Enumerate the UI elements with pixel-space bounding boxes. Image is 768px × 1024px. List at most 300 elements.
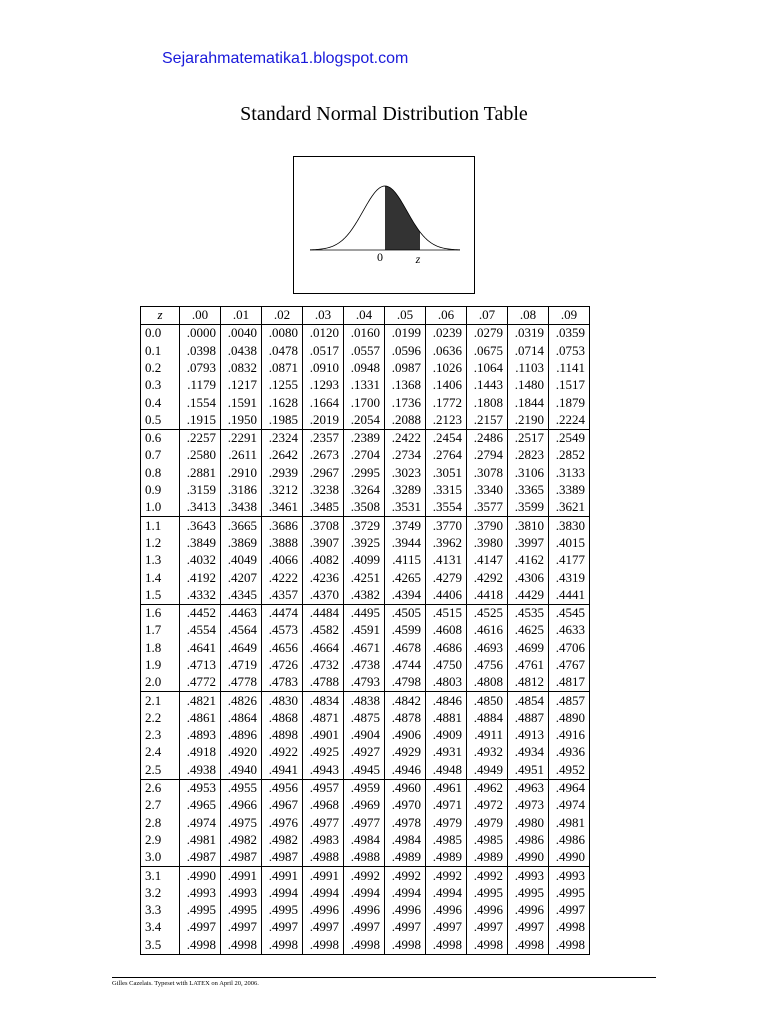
z-value: 2.4	[141, 744, 180, 761]
probability-cell: .4977	[344, 814, 385, 831]
table-row	[141, 604, 590, 622]
probability-cell: .4545	[549, 604, 590, 622]
probability-cell: .4966	[221, 797, 262, 814]
table-row	[141, 744, 590, 761]
probability-cell: .4989	[467, 849, 508, 867]
z-value: 2.5	[141, 761, 180, 779]
probability-cell: .4887	[508, 710, 549, 727]
probability-cell: .1331	[344, 377, 385, 394]
probability-cell: .4838	[344, 692, 385, 710]
probability-cell: .0987	[385, 360, 426, 377]
probability-cell: .4830	[262, 692, 303, 710]
probability-cell: .0596	[385, 342, 426, 359]
probability-cell: .4686	[426, 639, 467, 656]
probability-cell: .4998	[262, 936, 303, 954]
probability-cell: .2580	[180, 447, 221, 464]
probability-cell: .3790	[467, 517, 508, 535]
probability-cell: .0120	[303, 325, 344, 343]
probability-cell: .4993	[549, 867, 590, 885]
table-row	[141, 482, 590, 499]
probability-cell: .4744	[385, 657, 426, 674]
probability-cell: .4864	[221, 710, 262, 727]
probability-cell: .4996	[467, 902, 508, 919]
probability-cell: .4993	[508, 867, 549, 885]
probability-cell: .2291	[221, 429, 262, 447]
probability-cell: .2794	[467, 447, 508, 464]
probability-cell: .1103	[508, 360, 549, 377]
column-header: .04	[344, 307, 385, 325]
probability-cell: .4945	[344, 761, 385, 779]
probability-cell: .4998	[426, 936, 467, 954]
probability-cell: .2549	[549, 429, 590, 447]
table-row	[141, 727, 590, 744]
probability-cell: .4911	[467, 727, 508, 744]
table-row	[141, 394, 590, 411]
probability-cell: .4998	[303, 936, 344, 954]
z-value: 2.3	[141, 727, 180, 744]
probability-cell: .4608	[426, 622, 467, 639]
probability-cell: .4995	[262, 902, 303, 919]
z-value: 2.8	[141, 814, 180, 831]
z-value: 3.2	[141, 885, 180, 902]
probability-cell: .4998	[549, 919, 590, 936]
table-row	[141, 622, 590, 639]
probability-cell: .3289	[385, 482, 426, 499]
probability-cell: .2881	[180, 464, 221, 481]
probability-cell: .0239	[426, 325, 467, 343]
probability-cell: .4997	[549, 902, 590, 919]
probability-cell: .4783	[262, 674, 303, 692]
column-header: .06	[426, 307, 467, 325]
probability-cell: .4986	[549, 832, 590, 849]
probability-cell: .4535	[508, 604, 549, 622]
probability-cell: .4957	[303, 779, 344, 797]
footer-rule	[112, 977, 656, 978]
probability-cell: .1772	[426, 394, 467, 411]
probability-cell: .4032	[180, 552, 221, 569]
probability-cell: .4987	[262, 849, 303, 867]
probability-cell: .4884	[467, 710, 508, 727]
probability-cell: .2123	[426, 411, 467, 429]
probability-cell: .4990	[549, 849, 590, 867]
table-row	[141, 936, 590, 954]
probability-cell: .0517	[303, 342, 344, 359]
probability-cell: .4948	[426, 761, 467, 779]
probability-cell: .2190	[508, 411, 549, 429]
probability-cell: .0279	[467, 325, 508, 343]
probability-cell: .4616	[467, 622, 508, 639]
probability-cell: .4625	[508, 622, 549, 639]
probability-cell: .3078	[467, 464, 508, 481]
probability-cell: .4962	[467, 779, 508, 797]
probability-cell: .4082	[303, 552, 344, 569]
footer-credit: Gilles Cazelais. Typeset with LATEX on April 20, 2006.	[112, 980, 259, 987]
table-row	[141, 429, 590, 447]
probability-cell: .3686	[262, 517, 303, 535]
probability-cell: .4306	[508, 569, 549, 586]
probability-cell: .3708	[303, 517, 344, 535]
probability-cell: .0438	[221, 342, 262, 359]
z-table	[140, 306, 590, 955]
z-value: 2.6	[141, 779, 180, 797]
probability-cell: .4960	[385, 779, 426, 797]
probability-cell: .3577	[467, 499, 508, 517]
probability-cell: .3238	[303, 482, 344, 499]
probability-cell: .0636	[426, 342, 467, 359]
probability-cell: .1554	[180, 394, 221, 411]
table-row	[141, 902, 590, 919]
probability-cell: .4131	[426, 552, 467, 569]
probability-cell: .4992	[344, 867, 385, 885]
column-header: .01	[221, 307, 262, 325]
probability-cell: .1368	[385, 377, 426, 394]
probability-cell: .4099	[344, 552, 385, 569]
probability-cell: .4955	[221, 779, 262, 797]
probability-cell: .4918	[180, 744, 221, 761]
probability-cell: .4990	[508, 849, 549, 867]
probability-cell: .1443	[467, 377, 508, 394]
probability-cell: .4967	[262, 797, 303, 814]
table-row	[141, 586, 590, 604]
probability-cell: .4881	[426, 710, 467, 727]
probability-cell: .4898	[262, 727, 303, 744]
probability-cell: .4971	[426, 797, 467, 814]
probability-cell: .0557	[344, 342, 385, 359]
probability-cell: .4953	[180, 779, 221, 797]
probability-cell: .4968	[303, 797, 344, 814]
probability-cell: .0478	[262, 342, 303, 359]
probability-cell: .4985	[426, 832, 467, 849]
probability-cell: .4992	[385, 867, 426, 885]
probability-cell: .3665	[221, 517, 262, 535]
probability-cell: .4998	[467, 936, 508, 954]
probability-cell: .4778	[221, 674, 262, 692]
probability-cell: .4952	[549, 761, 590, 779]
probability-cell: .2357	[303, 429, 344, 447]
table-row	[141, 657, 590, 674]
probability-cell: .0832	[221, 360, 262, 377]
probability-cell: .3413	[180, 499, 221, 517]
probability-cell: .4319	[549, 569, 590, 586]
probability-cell: .2157	[467, 411, 508, 429]
probability-cell: .4896	[221, 727, 262, 744]
probability-cell: .4292	[467, 569, 508, 586]
probability-cell: .4992	[426, 867, 467, 885]
z-value: 1.1	[141, 517, 180, 535]
header-row	[141, 307, 590, 325]
probability-cell: .4265	[385, 569, 426, 586]
probability-cell: .4986	[508, 832, 549, 849]
z-value: 3.0	[141, 849, 180, 867]
probability-cell: .4452	[180, 604, 221, 622]
probability-cell: .0199	[385, 325, 426, 343]
site-link[interactable]: Sejarahmatematika1.blogspot.com	[162, 50, 409, 67]
probability-cell: .4732	[303, 657, 344, 674]
probability-cell: .3770	[426, 517, 467, 535]
table-row	[141, 325, 590, 343]
probability-cell: .4868	[262, 710, 303, 727]
z-value: 2.0	[141, 674, 180, 692]
probability-cell: .4925	[303, 744, 344, 761]
probability-cell: .4920	[221, 744, 262, 761]
probability-cell: .4965	[180, 797, 221, 814]
probability-cell: .3830	[549, 517, 590, 535]
probability-cell: .3554	[426, 499, 467, 517]
probability-cell: .4913	[508, 727, 549, 744]
table-row	[141, 832, 590, 849]
probability-cell: .4706	[549, 639, 590, 656]
probability-cell: .3461	[262, 499, 303, 517]
probability-cell: .4977	[303, 814, 344, 831]
probability-cell: .4997	[221, 919, 262, 936]
z-value: 3.1	[141, 867, 180, 885]
probability-cell: .4793	[344, 674, 385, 692]
column-header: .07	[467, 307, 508, 325]
probability-cell: .4983	[303, 832, 344, 849]
probability-cell: .4927	[344, 744, 385, 761]
probability-cell: .4995	[549, 885, 590, 902]
probability-cell: .4441	[549, 586, 590, 604]
probability-cell: .4429	[508, 586, 549, 604]
probability-cell: .4812	[508, 674, 549, 692]
probability-cell: .2257	[180, 429, 221, 447]
probability-cell: .2611	[221, 447, 262, 464]
probability-cell: .4222	[262, 569, 303, 586]
probability-cell: .3186	[221, 482, 262, 499]
probability-cell: .4994	[426, 885, 467, 902]
probability-cell: .3729	[344, 517, 385, 535]
probability-cell: .4463	[221, 604, 262, 622]
probability-cell: .2422	[385, 429, 426, 447]
column-header: .05	[385, 307, 426, 325]
probability-cell: .4406	[426, 586, 467, 604]
probability-cell: .4893	[180, 727, 221, 744]
probability-cell: .0398	[180, 342, 221, 359]
probability-cell: .1406	[426, 377, 467, 394]
probability-cell: .4834	[303, 692, 344, 710]
probability-cell: .4147	[467, 552, 508, 569]
probability-cell: .4975	[221, 814, 262, 831]
probability-cell: .2823	[508, 447, 549, 464]
probability-cell: .2764	[426, 447, 467, 464]
z-value: 2.2	[141, 710, 180, 727]
probability-cell: .4564	[221, 622, 262, 639]
probability-cell: .3869	[221, 535, 262, 552]
probability-cell: .2088	[385, 411, 426, 429]
probability-cell: .4997	[467, 919, 508, 936]
probability-cell: .1591	[221, 394, 262, 411]
probability-cell: .4767	[549, 657, 590, 674]
probability-cell: .1700	[344, 394, 385, 411]
probability-cell: .3621	[549, 499, 590, 517]
probability-cell: .3599	[508, 499, 549, 517]
probability-cell: .4993	[180, 885, 221, 902]
probability-cell: .4573	[262, 622, 303, 639]
probability-cell: .1736	[385, 394, 426, 411]
probability-cell: .1950	[221, 411, 262, 429]
probability-cell: .1628	[262, 394, 303, 411]
probability-cell: .4964	[549, 779, 590, 797]
probability-cell: .1879	[549, 394, 590, 411]
probability-cell: .4994	[385, 885, 426, 902]
probability-cell: .0080	[262, 325, 303, 343]
probability-cell: .4951	[508, 761, 549, 779]
probability-cell: .4981	[180, 832, 221, 849]
probability-cell: .4394	[385, 586, 426, 604]
table-row	[141, 710, 590, 727]
z-value: 1.0	[141, 499, 180, 517]
table-row	[141, 674, 590, 692]
probability-cell: .4756	[467, 657, 508, 674]
probability-cell: .4998	[180, 936, 221, 954]
probability-cell: .4890	[549, 710, 590, 727]
probability-cell: .3888	[262, 535, 303, 552]
zero-label: 0	[377, 250, 383, 264]
probability-cell: .4772	[180, 674, 221, 692]
probability-cell: .4982	[221, 832, 262, 849]
z-header: z	[141, 307, 180, 325]
probability-cell: .4970	[385, 797, 426, 814]
table-row	[141, 499, 590, 517]
probability-cell: .4994	[344, 885, 385, 902]
probability-cell: .4904	[344, 727, 385, 744]
probability-cell: .4988	[303, 849, 344, 867]
z-value: 3.4	[141, 919, 180, 936]
probability-cell: .4871	[303, 710, 344, 727]
probability-cell: .0948	[344, 360, 385, 377]
probability-cell: .1808	[467, 394, 508, 411]
probability-cell: .4633	[549, 622, 590, 639]
probability-cell: .3212	[262, 482, 303, 499]
table-row	[141, 360, 590, 377]
probability-cell: .4949	[467, 761, 508, 779]
probability-cell: .3133	[549, 464, 590, 481]
probability-cell: .4974	[549, 797, 590, 814]
probability-cell: .3962	[426, 535, 467, 552]
probability-cell: .4875	[344, 710, 385, 727]
probability-cell: .4989	[426, 849, 467, 867]
probability-cell: .4418	[467, 586, 508, 604]
probability-cell: .1844	[508, 394, 549, 411]
probability-cell: .4988	[344, 849, 385, 867]
probability-cell: .4591	[344, 622, 385, 639]
z-value: 1.7	[141, 622, 180, 639]
probability-cell: .4980	[508, 814, 549, 831]
probability-cell: .2389	[344, 429, 385, 447]
table-row	[141, 639, 590, 656]
probability-cell: .2852	[549, 447, 590, 464]
probability-cell: .4015	[549, 535, 590, 552]
probability-cell: .4996	[508, 902, 549, 919]
probability-cell: .1480	[508, 377, 549, 394]
column-header: .08	[508, 307, 549, 325]
z-value: 0.3	[141, 377, 180, 394]
probability-cell: .2642	[262, 447, 303, 464]
probability-cell: .1064	[467, 360, 508, 377]
table-row	[141, 692, 590, 710]
probability-cell: .4826	[221, 692, 262, 710]
probability-cell: .1985	[262, 411, 303, 429]
probability-cell: .4941	[262, 761, 303, 779]
probability-cell: .4817	[549, 674, 590, 692]
probability-cell: .4995	[221, 902, 262, 919]
z-value: 1.4	[141, 569, 180, 586]
column-header: .00	[180, 307, 221, 325]
probability-cell: .4484	[303, 604, 344, 622]
probability-cell: .2939	[262, 464, 303, 481]
probability-cell: .4992	[467, 867, 508, 885]
probability-cell: .4854	[508, 692, 549, 710]
probability-cell: .4995	[180, 902, 221, 919]
probability-cell: .3315	[426, 482, 467, 499]
probability-cell: .4936	[549, 744, 590, 761]
probability-cell: .2454	[426, 429, 467, 447]
probability-cell: .4821	[180, 692, 221, 710]
probability-cell: .1664	[303, 394, 344, 411]
probability-cell: .3106	[508, 464, 549, 481]
probability-cell: .4996	[385, 902, 426, 919]
probability-cell: .4788	[303, 674, 344, 692]
probability-cell: .4998	[508, 936, 549, 954]
probability-cell: .1141	[549, 360, 590, 377]
probability-cell: .4857	[549, 692, 590, 710]
probability-cell: .2995	[344, 464, 385, 481]
probability-cell: .4997	[262, 919, 303, 936]
probability-cell: .4985	[467, 832, 508, 849]
probability-cell: .4656	[262, 639, 303, 656]
probability-cell: .4515	[426, 604, 467, 622]
probability-cell: .4993	[221, 885, 262, 902]
probability-cell: .3810	[508, 517, 549, 535]
z-value: 2.1	[141, 692, 180, 710]
page-title: Standard Normal Distribution Table	[240, 103, 528, 125]
probability-cell: .4162	[508, 552, 549, 569]
column-header: .02	[262, 307, 303, 325]
probability-cell: .4901	[303, 727, 344, 744]
probability-cell: .3264	[344, 482, 385, 499]
probability-cell: .2019	[303, 411, 344, 429]
probability-cell: .4719	[221, 657, 262, 674]
z-value: 0.0	[141, 325, 180, 343]
z-value: 0.9	[141, 482, 180, 499]
probability-cell: .4979	[467, 814, 508, 831]
probability-cell: .4279	[426, 569, 467, 586]
table-row	[141, 552, 590, 569]
probability-cell: .4177	[549, 552, 590, 569]
normal-curve-figure	[293, 156, 475, 294]
probability-cell: .4995	[467, 885, 508, 902]
probability-cell: .1915	[180, 411, 221, 429]
probability-cell: .1179	[180, 377, 221, 394]
probability-cell: .4641	[180, 639, 221, 656]
probability-cell: .4798	[385, 674, 426, 692]
probability-cell: .4525	[467, 604, 508, 622]
probability-cell: .4649	[221, 639, 262, 656]
probability-cell: .4842	[385, 692, 426, 710]
probability-cell: .4582	[303, 622, 344, 639]
probability-cell: .2734	[385, 447, 426, 464]
probability-cell: .1293	[303, 377, 344, 394]
z-value: 3.5	[141, 936, 180, 954]
probability-cell: .4995	[508, 885, 549, 902]
probability-cell: .4693	[467, 639, 508, 656]
probability-cell: .4115	[385, 552, 426, 569]
probability-cell: .4495	[344, 604, 385, 622]
shaded-area	[385, 186, 420, 250]
probability-cell: .4049	[221, 552, 262, 569]
z-value: 2.9	[141, 832, 180, 849]
probability-cell: .3849	[180, 535, 221, 552]
